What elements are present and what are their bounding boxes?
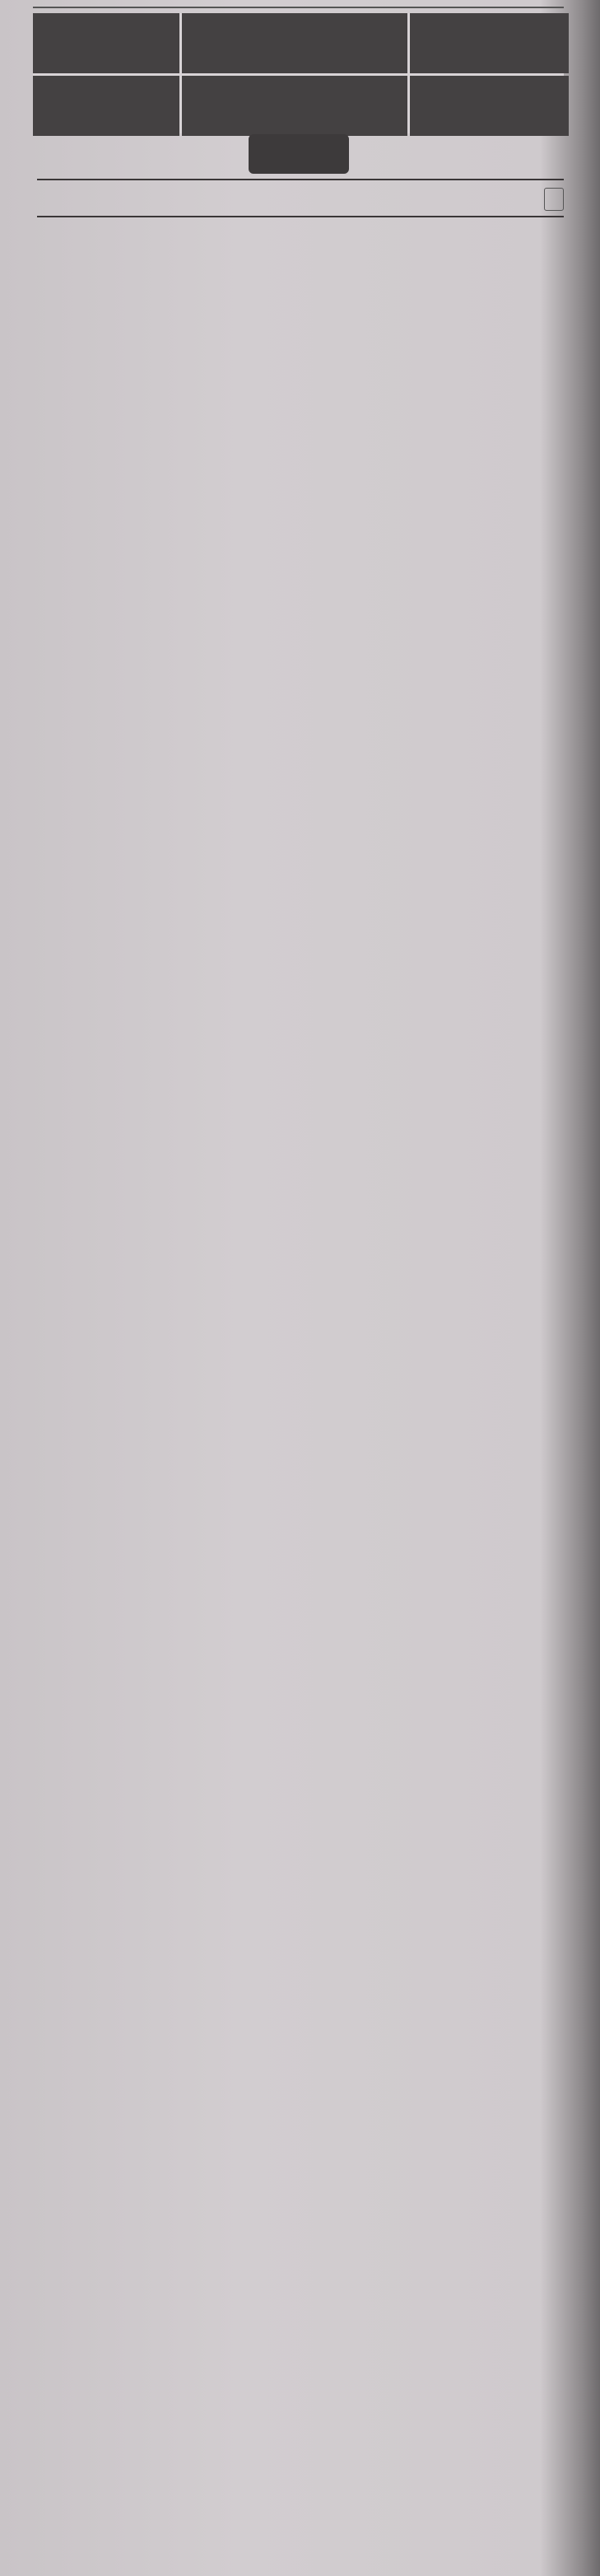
time-allowed <box>410 76 569 136</box>
question-item <box>486 280 563 308</box>
question-item <box>486 377 563 405</box>
question-2-header <box>33 188 564 212</box>
section-label-part1 <box>249 134 349 174</box>
paper-style <box>182 76 407 136</box>
question-number-box <box>544 188 564 211</box>
question-item <box>486 329 563 357</box>
board-title <box>182 13 407 73</box>
question-item <box>486 427 563 455</box>
paper-number <box>33 13 179 73</box>
question-item <box>486 231 563 259</box>
paper-header <box>33 7 564 130</box>
subject-title <box>410 13 569 73</box>
divider <box>37 216 564 217</box>
total-marks <box>33 76 179 136</box>
divider <box>37 179 564 180</box>
